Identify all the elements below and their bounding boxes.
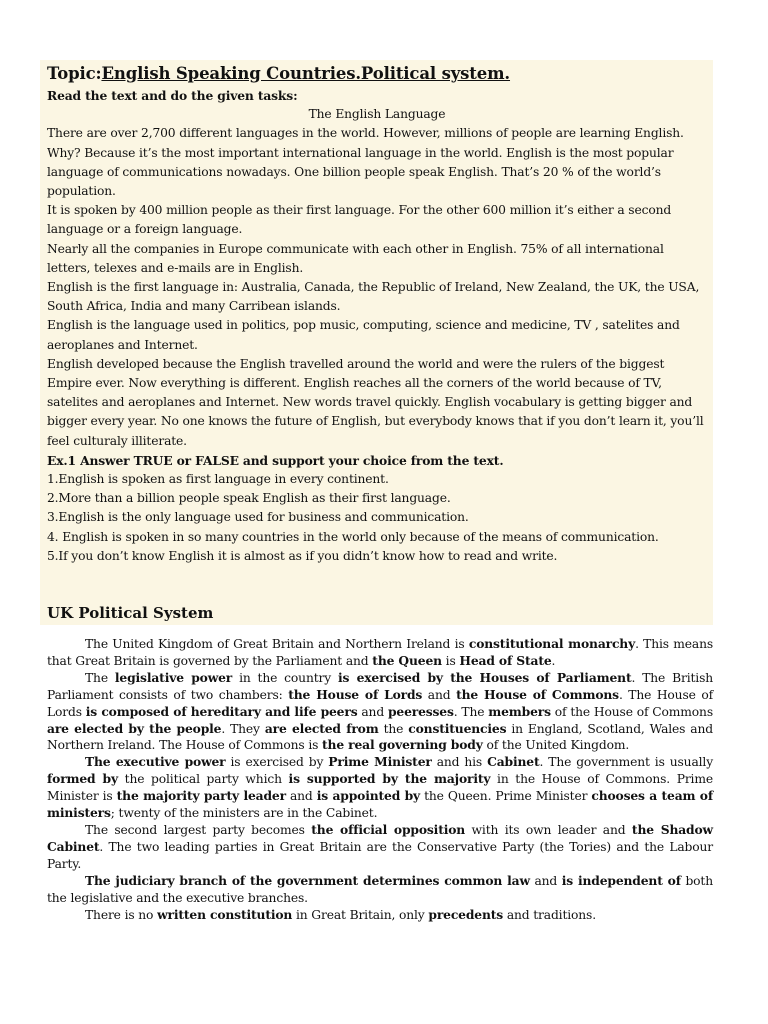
uk-paragraph xyxy=(47,873,713,907)
emphasis-text: precedents xyxy=(428,906,504,922)
reading-paragraph: English is the first language in: Australia, Canada, the Republic of Ireland, New Zealand, the UK, the USA, South Africa, India and many Carribean islands. xyxy=(47,280,700,314)
emphasis-text: the House of Lords xyxy=(288,686,423,702)
paragraph-text: The xyxy=(85,670,115,685)
emphasis-text: legislative power xyxy=(114,669,233,685)
paragraph-text: of the House of Commons xyxy=(550,704,713,719)
exercise-item: 3.English is the only language used for business and communication. xyxy=(47,510,469,525)
exercise-title: Ex.1 Answer TRUE or FALSE and support your choice from the text. xyxy=(47,452,504,468)
paragraph-text: and xyxy=(357,704,388,719)
paragraph-text: in England, Scotland, Wales and Northern Ireland. The House of Commons is xyxy=(47,721,713,753)
paragraph-text: of the United Kingdom. xyxy=(482,738,630,753)
emphasis-text: peeresses xyxy=(387,703,454,719)
topic-title: English Speaking Countries.Political system. xyxy=(101,64,511,83)
exercise-item: 5.If you don’t know English it is almost as if you didn’t know how to read and write. xyxy=(47,548,558,563)
uk-paragraph xyxy=(47,754,713,822)
paragraph-text: There is no xyxy=(85,907,158,922)
paragraph-text: in the House of Commons. Prime Minister is xyxy=(47,772,713,804)
emphasis-text: is appointed by xyxy=(316,788,421,804)
emphasis-text: constitutional monarchy xyxy=(468,636,636,651)
paragraph-text: The second largest party becomes xyxy=(85,822,312,837)
task-section xyxy=(47,62,707,566)
uk-paragraph xyxy=(47,822,713,873)
reading-title: The English Language xyxy=(308,107,446,122)
paragraph-text: and xyxy=(285,789,317,804)
paragraph-text: the political party which xyxy=(118,772,289,787)
reading-paragraph: It is spoken by 400 million people as their first language. For the other 600 million it’s either a second language or a foreign language. xyxy=(47,203,672,237)
emphasis-text: the House of Commons xyxy=(456,686,619,702)
reading-paragraph: Nearly all the companies in Europe communicate with each other in English. 75% of all international letters, telexes and e-mails are in English. xyxy=(47,241,664,275)
paragraph-text: . xyxy=(551,653,556,668)
paragraph-text: the xyxy=(378,721,409,736)
uk-political-text xyxy=(47,636,713,923)
uk-paragraph xyxy=(47,636,713,670)
paragraph-text: and xyxy=(422,687,457,702)
topic-label: Topic: xyxy=(47,64,102,83)
paragraph-text: . The British Parliament consists of two chambers: xyxy=(47,670,713,702)
paragraph-text: and his xyxy=(431,755,488,770)
emphasis-text: are elected from xyxy=(264,720,379,736)
exercise-item: 1.English is spoken as first language in every continent. xyxy=(47,472,389,487)
paragraph-text: . The House of Lords xyxy=(47,687,713,719)
paragraph-text: is exercised by xyxy=(225,755,329,770)
paragraph-text: with its own leader and xyxy=(465,822,632,837)
emphasis-text: is supported by the majority xyxy=(288,771,491,787)
emphasis-text: The executive power xyxy=(85,754,226,770)
uk-paragraph xyxy=(47,907,713,924)
paragraph-text: . The government is usually xyxy=(539,755,713,770)
reading-paragraph: English developed because the English travelled around the world and were the rulers of the biggest Empire ever. Now everything is different. English reaches all the corners of the world because of TV, satelites and aeroplanes and Internet. New words travel quickly. English vocabulary is getting bigger and bigger every year. No one knows the future of English, but everybody knows that if you don’t learn it, you’ll feel culturaly illiterate. xyxy=(47,356,704,448)
paragraph-text: The United Kingdom of Great Britain and Northern Ireland is xyxy=(85,637,469,651)
reading-paragraph: There are over 2,700 different languages in the world. However, millions of people are learning English. Why? Because it’s the most important international language in the world. English is the most popular language of communications nowadays. One billion people speak English. That’s 20 % of the world’s population. xyxy=(47,126,684,199)
emphasis-text: are elected by the people xyxy=(47,720,222,736)
paragraph-text: in Great Britain, only xyxy=(292,907,429,922)
emphasis-text: Head of State xyxy=(459,652,552,668)
emphasis-text: members xyxy=(488,703,551,719)
emphasis-text: is composed of hereditary and life peers xyxy=(85,703,358,719)
paragraph-text: both the legislative and the executive branches. xyxy=(47,873,713,905)
exercise-item: 4. English is spoken in so many countries in the world only because of the means of communication. xyxy=(47,529,659,544)
paragraph-text: and traditions. xyxy=(503,907,596,922)
emphasis-text: the official opposition xyxy=(311,821,466,837)
paragraph-text: and xyxy=(529,873,562,888)
paragraph-text: . The two leading parties in Great Britain are the Conservative Party (the Tories) and the Labour Party. xyxy=(47,839,713,871)
page-title xyxy=(47,62,707,86)
emphasis-text: the Queen xyxy=(372,652,442,668)
paragraph-text: . The xyxy=(453,704,489,719)
emphasis-text: The judiciary branch of the government determines common law xyxy=(85,872,530,888)
emphasis-text: the real governing body xyxy=(322,737,483,753)
paragraph-text: ; twenty of the ministers are in the Cabinet. xyxy=(110,806,378,821)
emphasis-text: is exercised by the Houses of Parliament xyxy=(337,669,632,685)
emphasis-text: Prime Minister xyxy=(328,754,432,770)
paragraph-text: . They xyxy=(221,721,265,736)
emphasis-text: the majority party leader xyxy=(116,788,286,804)
emphasis-text: constituencies xyxy=(408,720,507,736)
emphasis-text: the Shadow Cabinet xyxy=(47,821,713,854)
uk-section-title: UK Political System xyxy=(47,604,214,622)
reading-paragraph: English is the language used in politics, pop music, computing, science and medicine, TV , satelites and aeroplanes and Internet. xyxy=(47,318,680,352)
paragraph-text: in the country xyxy=(232,670,338,685)
emphasis-text: is independent of xyxy=(561,872,681,888)
instructions: Read the text and do the given tasks: xyxy=(47,88,298,103)
paragraph-text: . This means that Great Britain is governed by the Parliament and xyxy=(47,637,714,668)
paragraph-text: the Queen. Prime Minister xyxy=(420,789,592,804)
uk-paragraph xyxy=(47,670,713,755)
paragraph-text: is xyxy=(441,653,460,668)
emphasis-text: formed by xyxy=(47,771,118,787)
exercise-item: 2.More than a billion people speak English as their first language. xyxy=(47,491,451,506)
emphasis-text: chooses a team of ministers xyxy=(47,788,713,821)
emphasis-text: Cabinet xyxy=(487,754,540,770)
emphasis-text: written constitution xyxy=(157,906,293,922)
